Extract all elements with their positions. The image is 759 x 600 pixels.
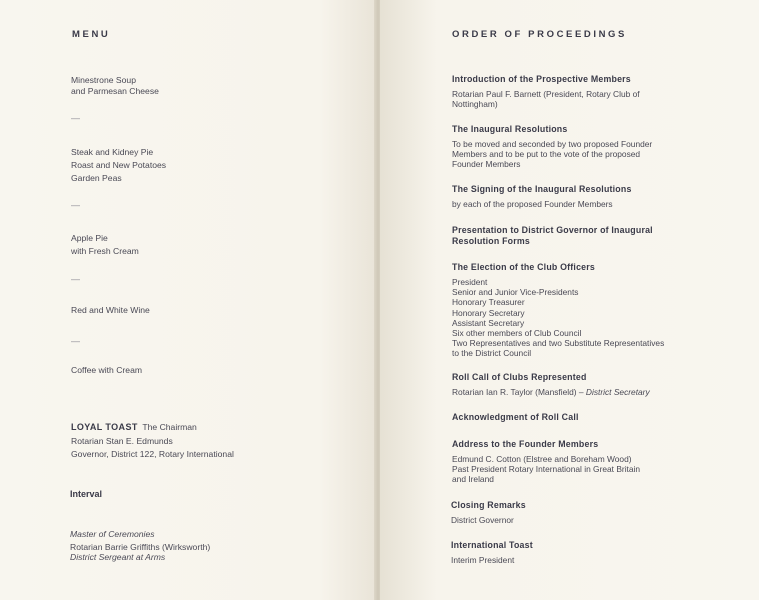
item-body <box>452 387 650 397</box>
mc-name: Rotarian Barrie Griffiths (Wirksworth) <box>70 541 211 552</box>
proceedings-item <box>452 184 632 209</box>
item-line: Six other members of Club Council <box>452 328 582 339</box>
menu-soup-line: and Parmesan Cheese <box>71 85 159 96</box>
item-body <box>452 89 640 109</box>
item-line: by each of the proposed Founder Members <box>452 199 613 209</box>
menu-separator: — <box>71 336 80 346</box>
menu-coffee: Coffee with Cream <box>71 365 143 375</box>
menu-dessert-line: with Fresh Cream <box>71 246 139 256</box>
item-body <box>452 454 640 485</box>
proceedings-heading: ORDER OF PROCEEDINGS <box>452 29 627 40</box>
menu-main-line: Roast and New Potatoes <box>71 160 167 170</box>
item-line: Edmund C. Cotton (Elstree and Boreham Wood) <box>452 454 632 464</box>
item-line: Senior and Junior Vice-Presidents <box>452 287 579 298</box>
mc-title: District Sergeant at Arms <box>70 552 166 562</box>
proceedings-item <box>452 439 640 485</box>
proceedings-page <box>380 0 759 600</box>
item-line: to the District Council <box>452 348 532 359</box>
proceedings-item <box>451 540 533 565</box>
item-body <box>452 199 632 209</box>
item-title: The Signing of the Inaugural Resolutions <box>452 184 632 194</box>
item-line: Rotarian Paul F. Barnett (President, Rotary Club of <box>452 89 640 99</box>
loyal-toast-block <box>71 421 234 462</box>
item-line: Two Representatives and two Substitute Representatives <box>452 338 665 349</box>
proceedings-item <box>452 225 653 247</box>
item-title: Roll Call of Clubs Represented <box>452 372 587 382</box>
item-line: Past President Rotary International in Great Britain <box>452 464 641 475</box>
item-line: Assistant Secretary <box>452 317 525 328</box>
item-title: The Election of the Club Officers <box>452 262 595 272</box>
proceedings-item <box>452 74 640 109</box>
item-line: Honorary Secretary <box>452 307 525 318</box>
item-line: Honorary Treasurer <box>452 297 525 308</box>
menu-soup <box>71 75 159 96</box>
item-title: Presentation to District Governor of Inaugural <box>452 225 653 235</box>
item-title: Closing Remarks <box>451 500 526 510</box>
toaster-name: Rotarian Stan E. Edmunds <box>71 435 173 446</box>
interval-label: Interval <box>70 489 103 499</box>
item-body <box>451 515 526 525</box>
menu-separator: — <box>71 200 80 210</box>
menu-soup-line: Minestrone Soup <box>71 75 136 85</box>
item-title: International Toast <box>451 540 533 550</box>
proceedings-item <box>452 412 579 423</box>
item-line: Founder Members <box>452 159 521 170</box>
menu-main-line: Steak and Kidney Pie <box>71 147 154 157</box>
item-body <box>452 277 664 359</box>
item-line: District Governor <box>451 515 514 525</box>
menu-wine: Red and White Wine <box>71 305 150 315</box>
item-title: The Inaugural Resolutions <box>452 124 568 134</box>
menu-dessert-line: Apple Pie <box>71 233 108 243</box>
item-title: Introduction of the Prospective Members <box>452 74 631 84</box>
toaster-title: Governor, District 122, Rotary International <box>71 449 234 459</box>
menu-separator: — <box>71 274 80 284</box>
item-line: To be moved and seconded by two proposed Founder <box>452 139 653 149</box>
proceedings-item <box>451 500 526 525</box>
item-line-italic: District Secretary <box>585 387 650 397</box>
item-line: Members and to be put to the vote of the proposed <box>452 149 641 160</box>
item-body <box>452 139 652 170</box>
menu-main-course <box>71 146 166 185</box>
mc-label: Master of Ceremonies <box>70 529 155 539</box>
item-line: President <box>452 277 488 287</box>
proceedings-item <box>452 262 664 359</box>
menu-heading: MENU <box>72 29 111 40</box>
loyal-toast-by: The Chairman <box>142 422 197 432</box>
proceedings-item <box>452 124 652 170</box>
item-line: Interim President <box>451 555 515 565</box>
master-of-ceremonies-block <box>70 529 210 563</box>
proceedings-item <box>452 372 650 397</box>
item-line: Nottingham) <box>452 99 498 110</box>
item-line: Rotarian Ian R. Taylor (Mansfield) – <box>452 387 584 397</box>
item-title: Address to the Founder Members <box>452 439 599 449</box>
menu-dessert <box>71 232 139 258</box>
menu-page <box>0 0 376 600</box>
menu-separator: — <box>71 113 80 123</box>
item-line: and Ireland <box>452 474 494 485</box>
item-title: Acknowledgment of Roll Call <box>452 412 579 422</box>
menu-main-line: Garden Peas <box>71 173 122 183</box>
loyal-toast-line <box>71 421 234 435</box>
item-body <box>451 555 533 565</box>
item-title-continued: Resolution Forms <box>452 236 530 246</box>
loyal-toast-label: LOYAL TOAST <box>71 422 138 432</box>
